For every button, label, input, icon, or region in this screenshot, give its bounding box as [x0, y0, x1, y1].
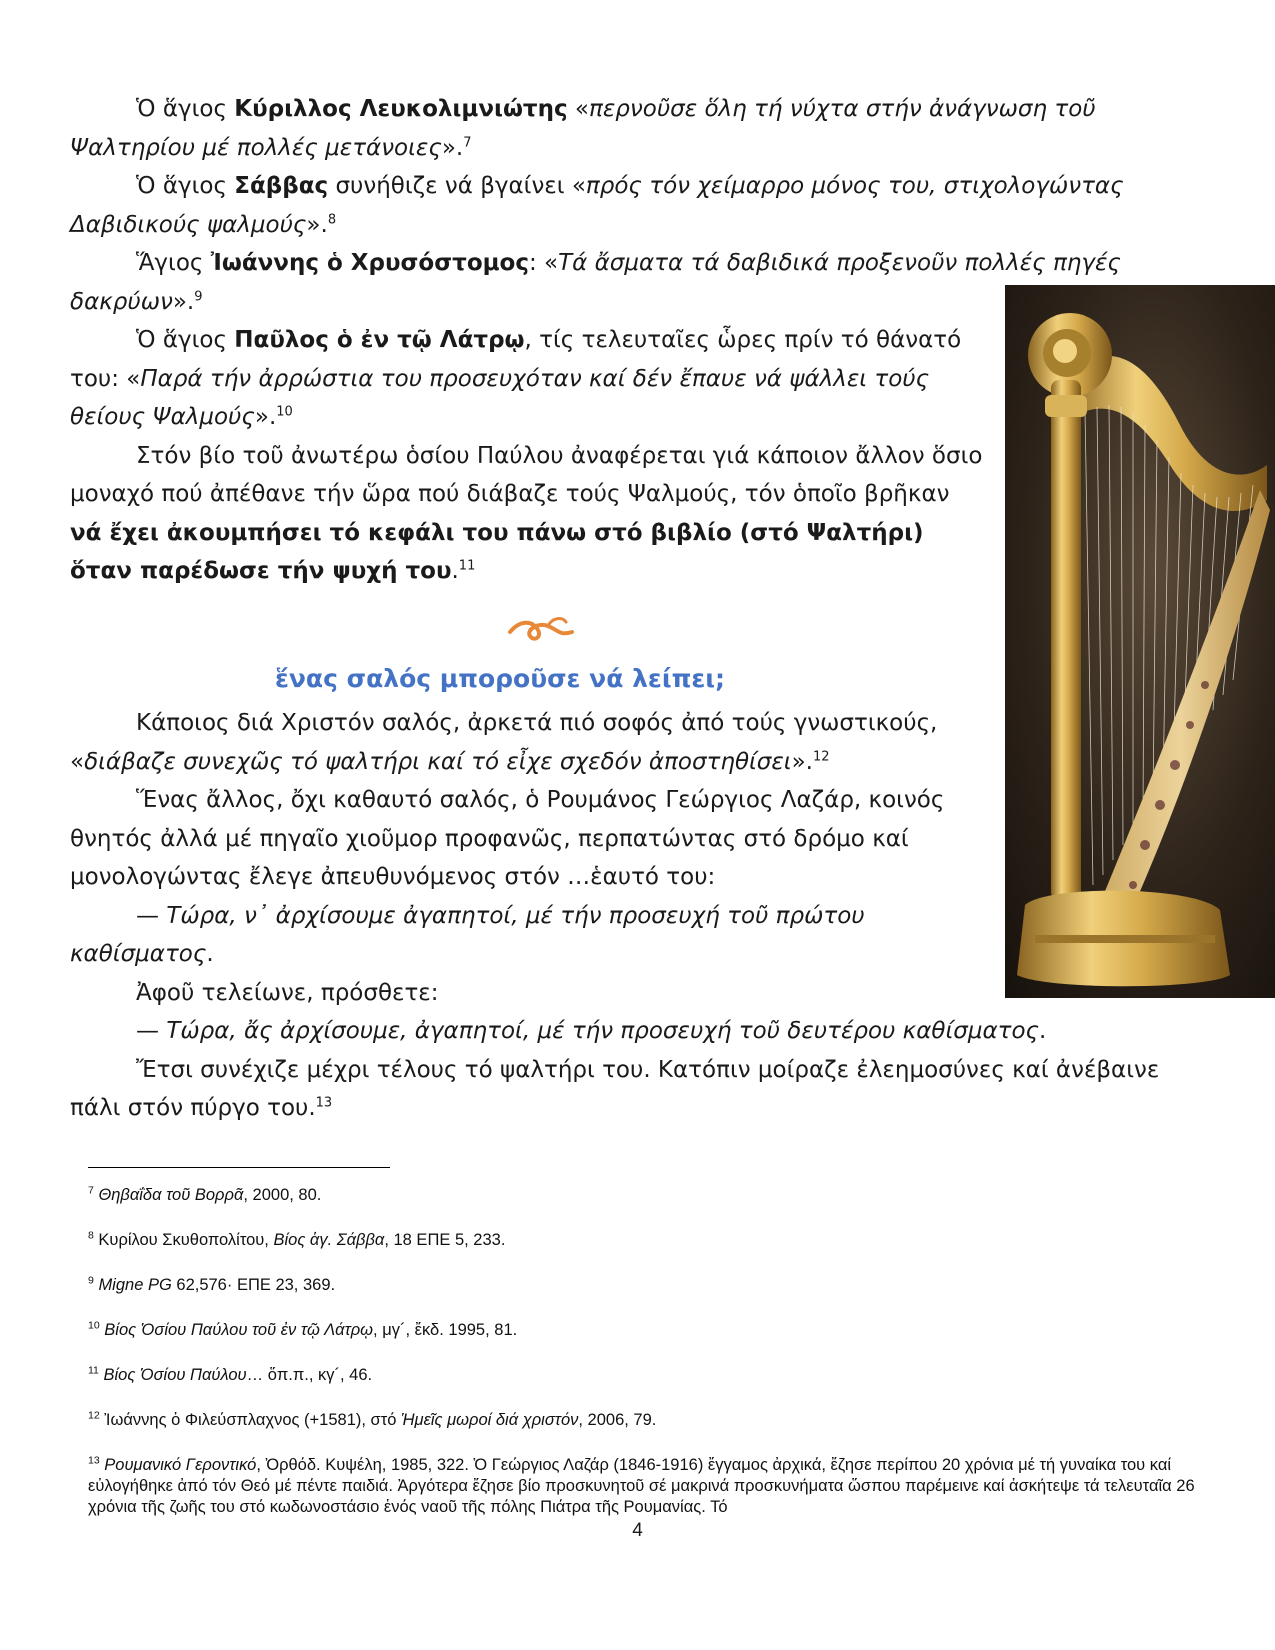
footnote-ref: 7	[463, 134, 472, 150]
paragraph-then	[70, 974, 995, 1013]
text-run: Ἅγιος	[136, 250, 211, 276]
text-run: Βίος ἁγ. Σάββα	[273, 1231, 385, 1249]
body-top	[70, 90, 1210, 591]
footnote-ref: 13	[88, 1454, 100, 1467]
text-run: Ἰωάννης ὁ Φιλεύσπλαχνος (+1581), στό	[99, 1411, 402, 1429]
text-run: Migne PG	[98, 1276, 172, 1294]
paragraph-lazar	[70, 781, 995, 897]
footnote-ref: 9	[88, 1274, 94, 1287]
text-run: «	[567, 96, 590, 122]
text-run: Σάββας	[234, 173, 329, 199]
footnote-ref: 8	[88, 1229, 94, 1242]
footnote-ref: 12	[88, 1409, 100, 1422]
text-run: , Ὀρθόδ. Κυψέλη, 1985, 322. Ὁ Γεώργιος Λαζάρ (1846-1916) ἔγγαμος ἀρχικά, ἔζησε περίπου 20 χρόνια μέ τή γυναίκα του καί εὐλογήθηκε ἀπό τόν Θεό μέ πέντε παιδιά. Ἀργότερα ἔζησε βίο προσκυνητοῦ σέ μακρινά προσκυνήματα ὥσπου παρέμεινε καί ἀσκήτεψε τά τελευταῖα 26 χρόνια τῆς ζωῆς του στό κωδωνοστάσιο ἑνός ναοῦ τῆς πόλης Πιάτρα τῆς Ρουμανίας. Τό	[88, 1456, 1195, 1516]
text-run: : «	[528, 250, 559, 276]
footnote-8	[88, 1230, 1218, 1251]
paragraph-end	[70, 1051, 1210, 1128]
text-run: ».	[791, 748, 813, 775]
footnote-10	[88, 1320, 1218, 1341]
text-run: ».	[441, 134, 464, 161]
body-bottom	[70, 704, 1210, 1128]
paragraph-fool	[70, 704, 995, 781]
text-run: Κύριλλος Λευκολιμνιώτης	[234, 96, 568, 122]
text-run: πρός τόν χείμαρρο μόνος του, στιχολογώντας Δαβιδικούς ψαλμούς	[70, 173, 1124, 238]
text-run: Ἔτσι συνέχιζε μέχρι τέλους τό ψαλτήρι του. Κατόπιν μοίραζε ἐλεημοσύνες καί ἀνέβαινε πάλι στόν πύργο του.	[70, 1056, 1160, 1121]
text-run: Ρουμανικό Γεροντικό	[104, 1456, 257, 1474]
text-run: Κυρίλου Σκυθοπολίτου,	[93, 1231, 274, 1249]
text-run: ».	[172, 288, 195, 315]
text-run: Παῦλος ὁ ἐν τῷ Λάτρῳ	[234, 327, 525, 353]
footnote-ref: 10	[276, 404, 293, 420]
paragraph-first-kathisma	[70, 897, 995, 974]
text-run: .	[1039, 1018, 1047, 1044]
footnote-12	[88, 1410, 1218, 1431]
text-run: Τά ἄσματα τά δαβιδικά προξενοῦν πολλές πηγές δακρύων	[70, 250, 1121, 315]
text-run: Ἕνας ἄλλος, ὄχι καθαυτό σαλός, ὁ Ρουμάνος Γεώργιος Λαζάρ, κοινός θνητός ἀλλά μέ πηγαῖο χιοῦμορ προφανῶς, περπατώντας στό δρόμο καί μονολογώντας ἔλεγε ἀπευθυνόμενος στόν …ἑαυτό του:	[70, 787, 945, 890]
text-run: Ἡμεῖς μωροί διά χριστόν	[401, 1411, 579, 1429]
text-run: περνοῦσε ὅλη τή νύχτα στήν ἀνάγνωση τοῦ Ψαλτηρίου μέ πολλές μετάνοιες	[70, 96, 1096, 161]
footnote-ref: 11	[88, 1364, 99, 1377]
footnote-9	[88, 1275, 1218, 1296]
footnote-ref: 8	[327, 211, 337, 227]
footnote-13	[88, 1455, 1218, 1518]
paragraph-second-kathisma	[70, 1012, 1150, 1051]
section-heading: ἕνας σαλός μποροῦσε νά λείπει;	[274, 664, 725, 693]
text-run: Τώρα, ν᾽ ἀρχίσουμε ἀγαπητοί, μέ τήν προσευχή τοῦ πρώτου καθίσματος	[70, 902, 865, 967]
footnote-ref: 10	[88, 1319, 100, 1332]
text-run: ».	[254, 404, 277, 430]
footnote-7	[88, 1185, 1218, 1206]
footnote-11	[88, 1365, 1218, 1386]
text-run: .	[206, 941, 214, 967]
text-run: Ἰωάννης ὁ Χρυσόστομος	[210, 250, 529, 276]
paragraph-kyrillos	[70, 90, 1150, 167]
text-run: νά ἔχει ἀκουμπήσει τό κεφάλι του πάνω στό βιβλίο (στό Ψαλτήρι) ὅταν παρέδωσε τήν ψυχή του	[70, 519, 924, 584]
paragraph-monk	[70, 437, 985, 591]
footnote-ref: 9	[194, 288, 203, 304]
text-run: Θηβαΐδα τοῦ Βορρᾶ	[98, 1186, 244, 1204]
text-run: Ὁ ἅγιος	[136, 327, 235, 353]
text-run: , 2006, 79.	[578, 1411, 657, 1429]
text-run: Ἀφοῦ τελείωνε, πρόσθετε:	[136, 979, 439, 1006]
footnote-separator	[88, 1167, 390, 1168]
footnote-ref: 7	[88, 1184, 94, 1197]
text-run: —	[136, 1018, 167, 1044]
text-run: Κάποιος διά Χριστόν σαλός, ἀρκετά πιό σοφός ἀπό τούς γνωστικούς, «	[70, 710, 938, 775]
text-run: 62,576· ΕΠΕ 23, 369.	[171, 1276, 336, 1294]
footnote-ref: 12	[812, 748, 830, 764]
paragraph-savvas	[70, 167, 1150, 244]
text-run: Τώρα, ἄς ἀρχίσουμε, ἀγαπητοί, μέ τήν προσευχή τοῦ δευτέρου καθίσματος	[166, 1018, 1040, 1044]
text-run: … ὅπ.π., κγ´, 46.	[246, 1366, 373, 1384]
text-run: , 2000, 80.	[243, 1186, 322, 1204]
text-run: Ὁ ἅγιος	[136, 173, 235, 199]
text-run: , τίς τελευταῖες ὧρες πρίν τό θάνατό του: «	[70, 327, 962, 392]
paragraph-pavlos	[70, 321, 965, 437]
page-number: 4	[632, 1520, 643, 1541]
orange-flourish-icon	[508, 612, 574, 646]
text-run: Στόν βίο τοῦ ἀνωτέρω ὁσίου Παύλου ἀναφέρεται γιά κάποιον ἄλλον ὅσιο μοναχό πού ἀπέθανε τήν ὥρα πού διάβαζε τούς Ψαλμούς, τόν ὁποῖο βρῆκαν	[70, 442, 983, 507]
text-run: , μγ´, ἔκδ. 1995, 81.	[373, 1321, 518, 1339]
text-run: συνήθιζε νά βγαίνει «	[328, 173, 586, 199]
text-run: —	[136, 902, 167, 929]
text-run: Παρά τήν ἀρρώστια του προσευχόταν καί δέν ἔπαυε νά ψάλλει τούς θείους Ψαλμούς	[70, 365, 930, 430]
text-run: Βίος Ὁσίου Παύλου τοῦ ἐν τῷ Λάτρῳ	[104, 1321, 374, 1339]
text-run: Ὁ ἅγιος	[136, 96, 235, 122]
text-run: διάβαζε συνεχῶς τό ψαλτήρι καί τό εἶχε σχεδόν ἀποστηθίσει	[84, 748, 792, 775]
text-run: ».	[306, 211, 328, 238]
footnote-ref: 13	[315, 1095, 333, 1111]
text-run: Βίος Ὁσίου Παύλου	[103, 1366, 247, 1384]
paragraph-chrysostom	[70, 244, 1150, 321]
footnote-ref: 11	[458, 558, 476, 574]
text-run: , 18 ΕΠΕ 5, 233.	[384, 1231, 506, 1249]
text-run: .	[451, 558, 459, 584]
